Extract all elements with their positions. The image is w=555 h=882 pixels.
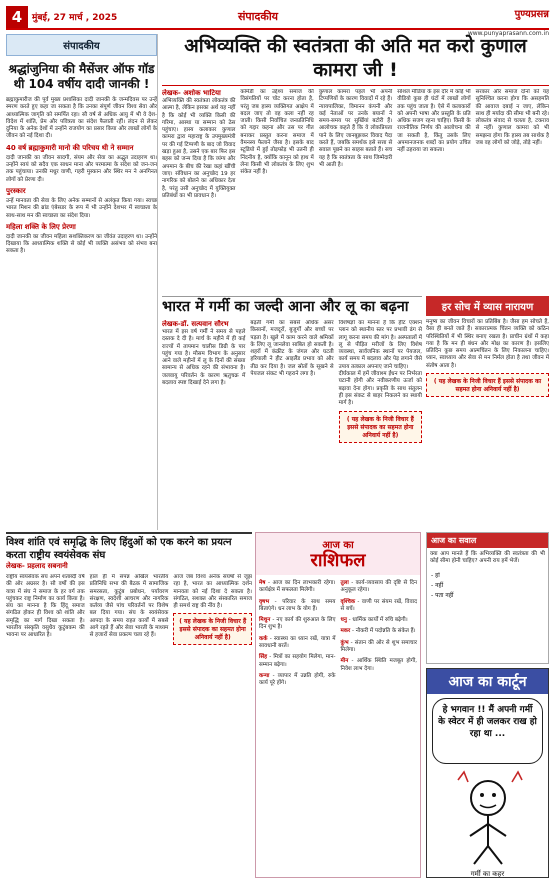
editorial-body: दादी जानकी का जीवन सादगी, संयम और सेवा का अद्भुत उदाहरण था। उन्होंने स्वयं को सदैव एक साधन माना और परमात्मा के संदेश को जन-जन तक पहुंचाया। उनकी मधुर वाणी, गहरी मुस्कान और स्थिर मन ने अनगिनत लोगों को प्रेरणा दी। [6,154,157,183]
lead-paragraph: सोशल मीडिया के इस दौर में कोई भी वीडियो कुछ ही घंटों में लाखों लोगों तक पहुंच जाता है। ऐसे में कलाकारों को अपनी भाषा और प्रस्तुति के प्रति अधिक सजग रहना चाहिए। किसी के राजनीतिक निर्णय की आलोचना की जा सकती है, किंतु उसके लिए अपमानजनक शब्दों का प्रयोग उचित नहीं ठहराया जा सकता। [397,89,471,154]
brand-url[interactable]: www.punyaprasann.com.in [467,30,549,37]
horoscope-item: मकर - नौकरी में पदोन्नति के संकेत हैं। [340,628,416,635]
horoscope-sign: मकर [340,628,351,635]
horoscope-sign: तुला [340,580,349,586]
lead-byline: लेखक- अशोक भाटिया [162,89,221,97]
editorial-column [6,34,158,530]
horoscope-sign: मिथुन [259,617,271,624]
cartoon-figure-icon [438,768,538,868]
heatwave-paragraph: बढ़ती गर्मी का सबसे अधिक असर किसानों, मजदूरों, बुजुर्गों और बच्चों पर पड़ता है। खुले में काम करने वाले श्रमिकों के लिए लू जानलेवा साबित हो सकती है। शहरों में कंक्रीट के जंगल और घटती हरियाली ने हीट आइलैंड प्रभाव को और तीव्र कर दिया है। जल स्रोतों के सूखने से पेयजल संकट भी गहराने लगा है। [250,320,334,378]
heatwave-paragraph: विशेषज्ञों का मानना है कि हीट एक्शन प्लान को स्थानीय स्तर पर प्रभावी ढंग से लागू करना समय की मांग है। अस्पतालों में लू से पीड़ित मरीजों के लिए विशेष व्यवस्था, सार्वजनिक स्थानों पर पेयजल, कार्य समय में बदलाव और पेड़ लगाने जैसे उपाय तत्काल अपनाए जाने चाहिए। [338,320,422,370]
horoscope-item: मिथुन - नए कार्य की शुरुआत के लिए दिन शुभ है। [259,617,336,631]
horoscope-item: तुला - कार्य-व्यवसाय की दृष्टि से दिन अनुकूल रहेगा। [340,580,417,594]
heatwave-disclaimer: ( यह लेखक के निजी विचार हैं इससे संपादक का सहमत होना अनिवार्य नहीं है) [339,411,422,443]
heatwave-article [162,296,422,526]
rss-paragraph: आज जब विश्व अनेक संघर्षों से जूझ रहा है, भारत का आध्यात्मिक दर्शन मानवता को नई दिशा दे सकता है। संगठित, सशक्त और संस्कारित समाज ही समर्थ राष्ट्र की नींव है। [173,574,252,610]
horoscope-item: कुंभ - संतान की ओर से शुभ समाचार मिलेगा। [340,639,417,654]
heatwave-columns [162,320,422,516]
horoscope-item: धनु - धार्मिक कार्यों में रुचि बढ़ेगी। [340,617,408,624]
horoscope-text: मित्रों का सहयोग मिलेगा, मान-सम्मान बढ़ेगा। [259,654,336,668]
editorial-subhead: 40 वर्ष ब्रह्माकुमारी मानो की परिचय थी ने सम्मान [6,143,134,152]
editorial-subhead: महिला शक्ति के लिए प्रेरणा [6,222,76,231]
horoscope-text: धार्मिक कार्यों में रुचि बढ़ेगी। [352,617,408,624]
heatwave-paragraph: दीर्घकाल में हमें जीवाश्म ईंधन पर निर्भरता घटानी होगी और नवीकरणीय ऊर्जा को बढ़ावा देना होगा। प्रकृति के साथ संतुलन ही इस संकट से बाहर निकलने का स्थायी मार्ग है। [338,371,422,407]
horoscope-columns [256,578,420,694]
heatwave-byline: लेखक-डॉ. सत्यवान सौरभ [162,320,229,328]
rss-columns [6,574,252,878]
heatwave-paragraph: भारत में इस वर्ष गर्मी ने समय से पहले दस्तक दे दी है। मार्च के महीने में ही कई राज्यों में तापमान चालीस डिग्री के पार पहुंच गया है। मौसम विभाग के अनुसार आने वाले महीनों में लू के दिनों की संख्या सामान्य से अधिक रहने की संभावना है। जलवायु परिवर्तन के कारण ऋतुचक्र में बदलाव स्पष्ट दिखाई देने लगा है। [162,329,246,387]
rss-headline: विश्व शांति एवं समृद्धि के लिए हिंदुओं को एक करने का प्रयत्न करता राष्ट्रीय स्वयंसेवक संघ [6,537,232,561]
horoscope-sign: वृषभ [259,598,270,605]
lead-paragraph: अभिव्यक्ति की स्वतंत्रता लोकतंत्र की आत्मा है, लेकिन इसका अर्थ यह नहीं है कि कोई भी व्यक्ति किसी की गरिमा, आस्था या सम्मान को ठेस पहुंचाए। हास्य कलाकार कुणाल कामरा द्वारा महाराष्ट्र के उपमुख्यमंत्री पर की गई टिप्पणी के बाद जो विवाद खड़ा हुआ है, उसने एक बार फिर इस बहस को जन्म दिया है कि व्यंग्य और अपमान के बीच की रेखा कहां खींची जाए। संविधान का अनुच्छेद 19 हर नागरिक को बोलने का अधिकार देता है, परंतु उसी अनुच्छेद में युक्तियुक्त प्रतिबंधों का भी प्रावधान है। [162,98,236,199]
poll-box [426,532,549,664]
horoscope-item: कर्क - स्वास्थ्य का ध्यान रखें, यात्रा में सावधानी बरतें। [259,635,336,650]
horoscope-sign: कुंभ [340,639,349,646]
thought-disclaimer: ( यह लेखक के निजी विचार हैं इससे संपादक का सहमत होना अनिवार्य नहीं है) [426,373,549,397]
poll-question: क्या आप मानते हैं कि अभिव्यक्ति की स्वतंत्रता की भी कोई सीमा होनी चाहिए? अपनी राय हमें भेजें। [430,551,545,565]
horoscope-title-small: आज का [322,540,354,551]
editorial-subhead: पुरस्कार [6,186,26,195]
horoscope-sign: कर्क [259,635,268,642]
rss-paragraph: राष्ट्रीय स्वयंसेवक संघ अपने शताब्दी वर्ष की ओर अग्रसर है। सौ वर्षों की इस यात्रा में संघ ने समाज के हर वर्ग तक पहुंचकर राष्ट्र निर्माण का कार्य किया है। संघ का मानना है कि हिंदू समाज संगठित होकर ही विश्व को शांति और समृद्धि का मार्ग दिखा सकता है। भारतीय संस्कृति वसुधैव कुटुंबकम की भावना पर आधारित है। [6,574,85,639]
horoscope-text: नौकरी में पदोन्नति के संकेत हैं। [355,628,416,635]
cartoon-title: आज का कार्टून [427,669,548,694]
editorial-body: उन्हें मानवता की सेवा के लिए अनेक सम्मानों से अलंकृत किया गया। स्वच्छ भारत मिशन की ब्रांड एंबेसडर के रूप में भी उन्होंने देशभर में स्वच्छता के साथ-साथ मन की स्वच्छता का संदेश दिया। [6,197,157,219]
lead-paragraph: सरकार और समाज दोनों को यह सुनिश्चित करना होगा कि असहमति की आवाज दबाई न जाए, लेकिन साथ ही मर्यादा की सीमा भी बनी रहे। लोकतंत्र संवाद से चलता है, टकराव से नहीं। कुणाल कामरा को भी समझना होगा कि हास्य तब सार्थक है जब वह लोगों को जोड़े, तोड़े नहीं। [475,89,549,147]
rss-paragraph: हाल ही में संपन्न अखिल भारतीय प्रतिनिधि सभा की बैठक में सामाजिक समरसता, कुटुंब प्रबोधन, पर्यावरण संरक्षण, स्वदेशी आचरण और नागरिक कर्तव्य जैसे पांच परिवर्तनों पर विशेष बल दिया गया। संघ के स्वयंसेवक आपदा के समय राहत कार्यों में सबसे आगे रहते हैं और सेवा भारती के माध्यम से हजारों सेवा प्रकल्प चला रहे हैं। [89,574,169,639]
editorial-box-title: संपादकीय [6,34,157,56]
rss-article [6,532,252,878]
editorial-headline: श्रद्धांजुनिया की मैसेंजर ऑफ गॉड थी 104 वर्षीय दादी जानकी ! [8,62,155,91]
dateline: मुंबई, 27 मार्च , 2025 [32,13,118,23]
horoscope-sign: धनु [340,617,347,624]
horoscope-title: राशिफल [310,550,366,571]
editorial-body: ब्रह्माकुमारीज की पूर्व मुख्य प्रशासिका दादी जानकी के जन्मदिवस पर उन्हें स्मरण करते हुए कहा जा सकता है कि उनका संपूर्ण जीवन विश्व सेवा और आध्यात्मिक जागृति को समर्पित रहा। सौ वर्ष से अधिक आयु में भी वे देश-विदेश में शांति, प्रेम और पवित्रता का संदेश फैलाती रहीं। लंदन से लेकर दुनिया के अनेक देशों में उन्होंने राजयोग का प्रसार किया और लाखों लोगों के जीवन को नई दिशा दी। [6,97,157,140]
poll-option[interactable]: - हां [431,571,440,579]
thought-title: हर सोच में व्यास नारायण [426,296,549,316]
poll-option[interactable]: - नहीं [431,581,444,589]
horoscope-text: कार्य-व्यवसाय की दृष्टि से दिन अनुकूल रहेगा। [340,580,417,594]
horoscope-text: स्वास्थ्य का ध्यान रखें, यात्रा में सावधानी बरतें। [259,635,336,650]
horoscope-text: परिवार के साथ समय बिताएंगे। धन लाभ के योग हैं। [259,598,336,612]
horoscope-sign: मीन [340,658,349,665]
horoscope-text: आर्थिक स्थिति मजबूत होगी, निवेश लाभ देगा। [340,658,417,672]
horoscope-text: व्यापार में उन्नति होगी, रुके कार्य पूरे होंगे। [259,672,336,687]
horoscope-sign: वृश्चिक [340,598,356,605]
cartoon-speech-bubble: हे भगवान !! मैं अपनी गर्मी के स्वेटर में ही जलकर राख हो रहा था ... [432,698,543,764]
horoscope-sign: कन्या [259,672,270,679]
poll-title: आज का सवाल [427,533,548,548]
horoscope-item: कन्या - व्यापार में उन्नति होगी, रुके कार्य पूरे होंगे। [259,672,336,687]
page-number: 4 [6,6,28,28]
lead-article [162,34,549,294]
horoscope-item: मीन - आर्थिक स्थिति मजबूत होगी, निवेश लाभ देगा। [340,658,417,672]
horoscope-item: वृषभ - परिवार के साथ समय बिताएंगे। धन लाभ के योग हैं। [259,598,336,612]
horoscope-sign: सिंह [259,654,268,661]
horoscope-text: संतान की ओर से शुभ समाचार मिलेगा। [340,639,417,654]
rss-disclaimer: ( यह लेखक के निजी विचार हैं इससे संपादक का सहमत होना अनिवार्य नहीं है) [173,613,252,645]
lead-columns [162,89,549,294]
horoscope-box [255,532,421,878]
brand-name: पुण्यप्रसन्न [514,9,549,20]
right-bottom-column [426,532,549,878]
thought-body: मनुष्य का जीवन विचारों का प्रतिबिंब है। जैसा हम सोचते हैं, वैसा ही बनते जाते हैं। सकारात्मक चिंतन व्यक्ति को कठिन परिस्थितियों में भी स्थिर बनाए रखता है। प्राचीन ग्रंथों में कहा गया है कि मन ही बंधन और मोक्ष का कारण है। इसलिए प्रतिदिन कुछ समय आत्मचिंतन के लिए निकालना चाहिए। ध्यान, स्वाध्याय और सेवा से मन निर्मल होता है तथा जीवन में संतोष आता है। [426,319,549,369]
horoscope-text: वाणी पर संयम रखें, विवाद से बचें। [340,598,417,612]
lead-paragraph: कुणाल कामरा पहले भी अपनी टिप्पणियों के कारण विवादों में रहे हैं। न्यायपालिका, विमानन कंपनी और कई नेताओं पर उनके बयानों ने समय-समय पर सुर्खियां बटोरी हैं। आलोचक कहते हैं कि वे लोकप्रियता पाने के लिए जानबूझकर विवाद पैदा करते हैं, जबकि समर्थक इसे सत्ता से सवाल पूछने का साहस बताते हैं। सच यह है कि स्वतंत्रता के साथ जिम्मेदारी भी आती है। [318,89,393,168]
lead-headline: अभिव्यक्ति की स्वतंत्रता की अति मत करो कुणाल कामरा जी ! [162,34,549,86]
cartoon-caption: गर्मी का कहर [470,870,505,878]
horoscope-header [256,533,420,575]
horoscope-text: आज का दिन लाभकारी रहेगा। कार्यक्षेत्र में सफलता मिलेगी। [259,580,336,594]
heatwave-headline: भारत में गर्मी का जल्दी आना और लू का बढ़ना [162,299,409,315]
lead-paragraph: कॉमेडी का उद्देश्य समाज की विसंगतियों पर चोट करना होता है, परंतु जब हास्य व्यक्तिगत आक्षेप में बदल जाए तो वह कला नहीं रह जाती। किसी निर्वाचित जनप्रतिनिधि को गद्दार कहना और उस पर गीत बनाकर प्रस्तुत करना समाज में वैमनस्य फैलाने जैसा है। इसके बाद स्टूडियो में हुई तोड़फोड़ भी उतनी ही निंदनीय है, क्योंकि कानून को हाथ में लेना किसी भी लोकतंत्र के लिए शुभ संकेत नहीं है। [240,89,314,176]
horoscope-item: वृश्चिक - वाणी पर संयम रखें, विवाद से बचें। [340,598,417,612]
section-title: संपादकीय [238,10,279,23]
masthead [6,6,549,37]
horoscope-sign: मेष [259,580,266,586]
poll-option[interactable]: - पता नहीं [431,591,454,599]
editorial-body: दादी जानकी का जीवन महिला सशक्तिकरण का जीवंत उदाहरण था। उन्होंने दिखाया कि आध्यात्मिक शक्ति से कोई भी व्यक्ति असंभव को संभव बना सकता है। [6,233,157,255]
horoscope-item: मेष - आज का दिन लाभकारी रहेगा। कार्यक्षेत्र में सफलता मिलेगी। [259,580,336,594]
horoscope-item: सिंह - मित्रों का सहयोग मिलेगा, मान-सम्मान बढ़ेगा। [259,654,336,668]
thought-column [426,296,549,526]
cartoon-box [426,668,549,878]
horoscope-text: नए कार्य की शुरुआत के लिए दिन शुभ है। [259,617,336,631]
rss-byline: लेखक- प्रहलाद सबनानी [6,562,68,570]
